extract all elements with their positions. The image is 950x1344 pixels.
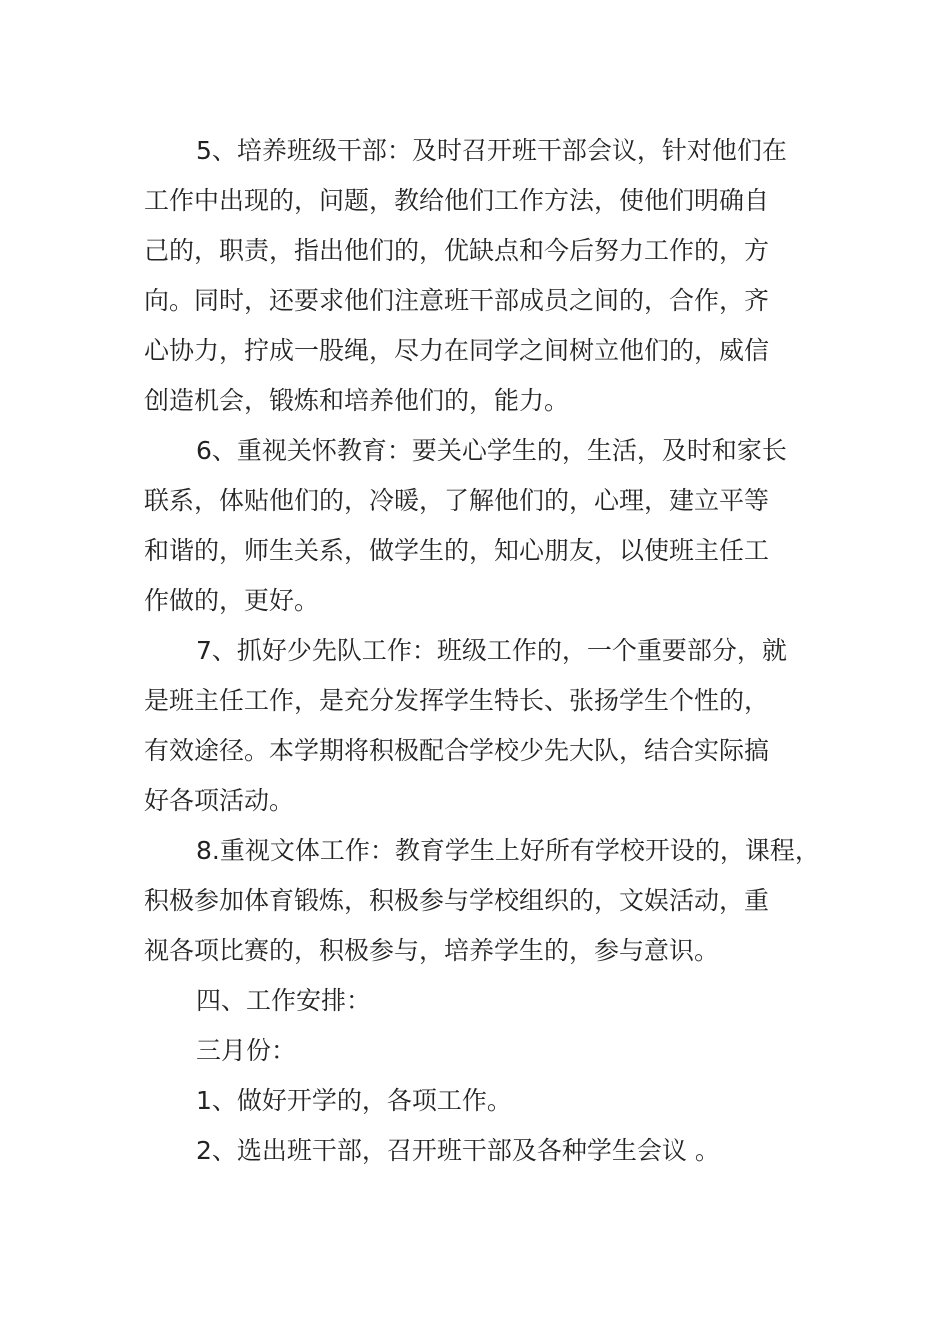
text-line: 向。同时，还要求他们注意班干部成员之间的，合作，齐: [144, 286, 770, 315]
text-line: 联系，体贴他们的，冷暖，了解他们的，心理，建立平等: [144, 486, 770, 515]
month-heading-march: [144, 1026, 824, 1076]
text-line: 1、做好开学的，各项工作。: [196, 1086, 512, 1115]
paragraph-culture-sports: [144, 826, 824, 976]
text-line: 创造机会，锻炼和培养他们的，能力。: [144, 386, 570, 415]
text-line: 作做的，更好。: [144, 586, 320, 615]
text-line: 积极参加体育锻炼，积极参与学校组织的，文娱活动，重: [144, 886, 770, 915]
paragraph-cadre-training: [144, 126, 824, 426]
paragraph-young-pioneers: [144, 626, 824, 826]
document-body: [144, 126, 824, 1176]
text-line: 三月份：: [196, 1036, 297, 1065]
text-line: 2、选出班干部，召开班干部及各种学生会议 。: [196, 1136, 720, 1165]
text-line: 是班主任工作，是充分发挥学生特长、张扬学生个性的，: [144, 686, 770, 715]
text-line: 视各项比赛的，积极参与，培养学生的，参与意识。: [144, 936, 720, 965]
paragraph-care-education: [144, 426, 824, 626]
text-line: 6、重视关怀教育：要关心学生的，生活，及时和家长: [196, 436, 787, 465]
list-item-select-cadres: [144, 1126, 824, 1176]
text-line: 有效途径。本学期将积极配合学校少先大队，结合实际搞: [144, 736, 770, 765]
text-line: 四、工作安排：: [196, 986, 372, 1015]
text-line: 好各项活动。: [144, 786, 295, 815]
text-line: 7、抓好少先队工作：班级工作的，一个重要部分，就: [196, 636, 787, 665]
text-line: 工作中出现的，问题，教给他们工作方法，使他们明确自: [144, 186, 770, 215]
section-heading-work-arrangement: [144, 976, 824, 1026]
text-line: 5、培养班级干部：及时召开班干部会议，针对他们在: [196, 136, 787, 165]
text-line: 和谐的，师生关系，做学生的，知心朋友，以使班主任工: [144, 536, 770, 565]
text-line: 己的，职责，指出他们的，优缺点和今后努力工作的，方: [144, 236, 770, 265]
text-line: 8.重视文体工作：教育学生上好所有学校开设的，课程，: [196, 836, 820, 865]
text-line: 心协力，拧成一股绳，尽力在同学之间树立他们的，威信: [144, 336, 770, 365]
list-item-opening-work: [144, 1076, 824, 1126]
